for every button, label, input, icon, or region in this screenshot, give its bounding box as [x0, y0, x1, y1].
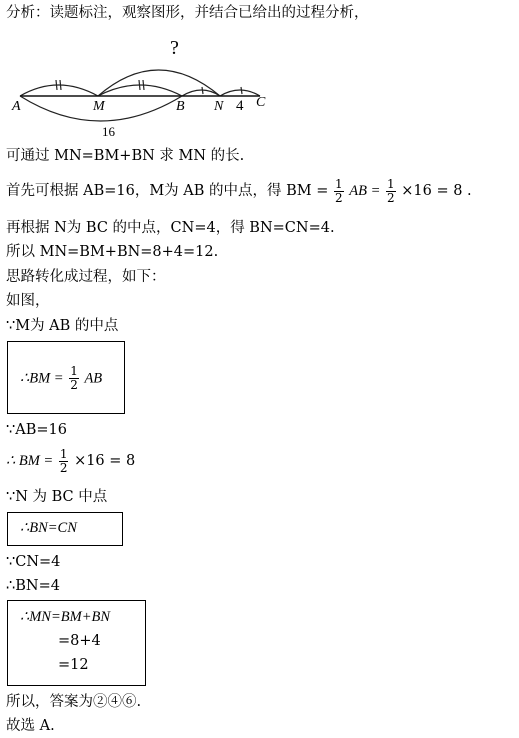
second-step-line: 再根据 N为 BC 的中点，CN=4，得 BN=CN=4. [6, 220, 335, 236]
label-16: 16 [102, 124, 115, 139]
fraction-half: $\frac{1}{2}$ [335, 176, 343, 205]
box3-line1: ∴MN=BM+BN [20, 609, 111, 625]
fraction-half: $\frac{1}{2}$ [70, 364, 78, 392]
box3-line3: =12 [58, 657, 89, 673]
segment-figure [8, 34, 278, 142]
label-n: N [214, 99, 224, 114]
first-step-post: ×16 = 8 . [401, 183, 472, 199]
tick-mb-2 [143, 80, 144, 90]
tick-mb [139, 80, 140, 90]
box2-text: ∴BN=CN [20, 520, 77, 536]
first-step-mid: AB = [349, 183, 381, 199]
arc-mn [98, 70, 220, 96]
label-b: B [176, 99, 185, 114]
analysis-intro: 分析：读题标注，观察图形，并结合已给出的过程分析， [6, 5, 369, 21]
approach-line: 可通过 MN=BM+BN 求 MN 的长. [6, 148, 245, 164]
arc-am [20, 85, 98, 96]
step-box-bn [7, 512, 123, 546]
bn-result-line: ∴BN=4 [6, 578, 60, 594]
bm-calc-line [6, 446, 135, 476]
label-a: A [12, 99, 21, 114]
box1-pre: ∴BM = [20, 370, 64, 387]
box3-line2: =8+4 [58, 633, 101, 649]
choose-line: 故选 A. [6, 718, 55, 734]
tick-nc [241, 87, 242, 94]
question-mark: ? [170, 37, 179, 59]
label-c: C [256, 95, 266, 110]
first-step-pre: 首先可根据 AB=16，M为 AB 的中点，得 BM = [6, 183, 329, 199]
fraction-half: $\frac{1}{2}$ [59, 446, 68, 475]
arc-nc [220, 90, 260, 96]
bm-calc-pre: ∴ BM = [6, 453, 54, 469]
because-m-line: ∵M为 AB 的中点 [6, 318, 119, 334]
because-n-line: ∵N 为 BC 中点 [6, 489, 108, 505]
fraction-half: $\frac{1}{2}$ [387, 176, 395, 205]
as-figure-line: 如图， [6, 293, 50, 309]
box1-post: AB [84, 370, 103, 387]
convert-line: 思路转化成过程，如下： [6, 269, 166, 285]
bm-calc-post: ×16 = 8 [74, 453, 136, 469]
label-4: 4 [236, 98, 244, 114]
cn-given-line: ∵CN=4 [6, 554, 61, 570]
label-m: M [93, 99, 105, 114]
tick-am-2 [60, 80, 61, 90]
first-step-line [6, 176, 472, 206]
tick-am [56, 80, 57, 90]
tick-bn [202, 87, 203, 94]
answer-line: 所以，答案为②④⑥. [6, 694, 142, 710]
step-box-bm [7, 341, 125, 414]
so-line: 所以 MN=BM+BN=8+4=12. [6, 244, 219, 260]
ab-given-line: ∵AB=16 [6, 422, 67, 438]
step-box-mn [7, 600, 146, 686]
